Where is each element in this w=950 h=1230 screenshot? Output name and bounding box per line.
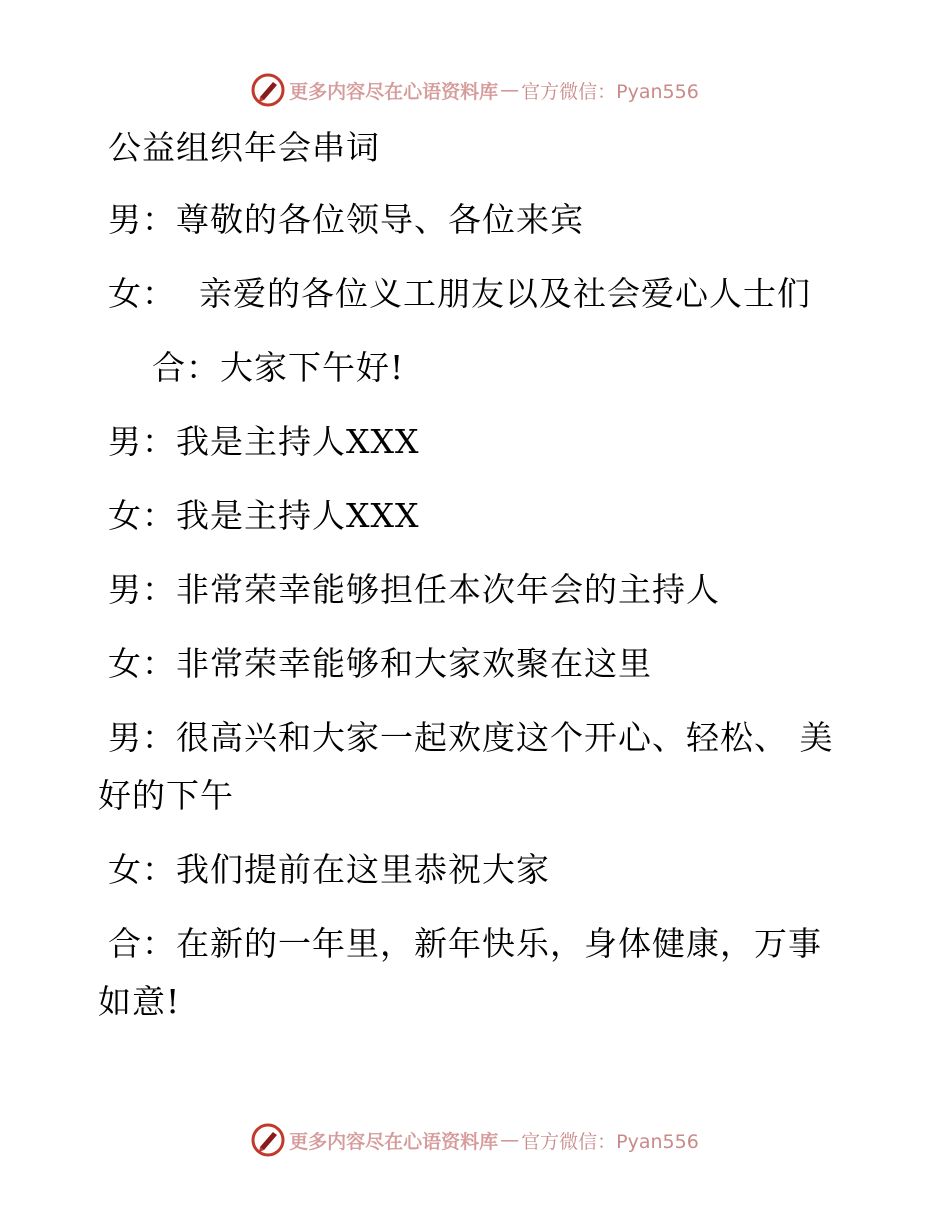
script-line — [152, 348, 404, 388]
script-line — [108, 496, 419, 536]
script-line — [108, 718, 834, 758]
speaker-label: 合： — [152, 348, 220, 387]
line-text: 我是主持人XXX — [176, 422, 420, 461]
banner-wechat-text: 官方微信：Pyan556 — [521, 80, 699, 103]
line-text: 大家下午好! — [220, 348, 405, 387]
banner-dash: — — [500, 1129, 520, 1151]
script-line — [108, 850, 550, 890]
speaker-label: 男： — [108, 718, 176, 757]
script-line — [108, 570, 720, 610]
line-text: 在新的一年里，新年快乐，身体健康，万事 — [176, 924, 822, 963]
header-banner — [0, 70, 950, 110]
line-text: 我们提前在这里恭祝大家 — [176, 850, 550, 889]
speaker-label: 女： — [108, 644, 176, 683]
line-text: 尊敬的各位领导、各位来宾 — [176, 200, 584, 239]
pen-logo-icon — [251, 73, 285, 107]
script-line — [108, 924, 822, 964]
speaker-label: 女： — [108, 850, 176, 889]
speaker-label: 男： — [108, 422, 176, 461]
script-line — [108, 274, 811, 314]
line-text: 亲爱的各位义工朋友以及社会爱心人士们 — [176, 274, 811, 313]
script-line-continuation: 如意! — [98, 982, 181, 1021]
script-line — [108, 422, 419, 462]
line-text: 我是主持人XXX — [176, 496, 420, 535]
footer-banner — [0, 1120, 950, 1160]
speaker-label: 男： — [108, 570, 176, 609]
banner-main-text: 更多内容尽在心语资料库 — [289, 1130, 499, 1153]
line-text: 很高兴和大家一起欢度这个开心、轻松、 美 — [176, 718, 834, 757]
document-title: 公益组织年会串词 — [108, 128, 380, 167]
script-line-continuation: 好的下午 — [98, 776, 234, 815]
banner-wechat-text: 官方微信：Pyan556 — [521, 1130, 699, 1153]
pen-logo-icon — [251, 1123, 285, 1157]
speaker-label: 合： — [108, 924, 176, 963]
banner-main-text: 更多内容尽在心语资料库 — [289, 80, 499, 103]
speaker-label: 男： — [108, 200, 176, 239]
speaker-label: 女： — [108, 496, 176, 535]
line-text: 非常荣幸能够和大家欢聚在这里 — [176, 644, 652, 683]
banner-dash: — — [500, 79, 520, 101]
script-line — [108, 644, 652, 684]
speaker-label: 女： — [108, 274, 176, 313]
script-line — [108, 200, 584, 240]
line-text: 非常荣幸能够担任本次年会的主持人 — [176, 570, 720, 609]
